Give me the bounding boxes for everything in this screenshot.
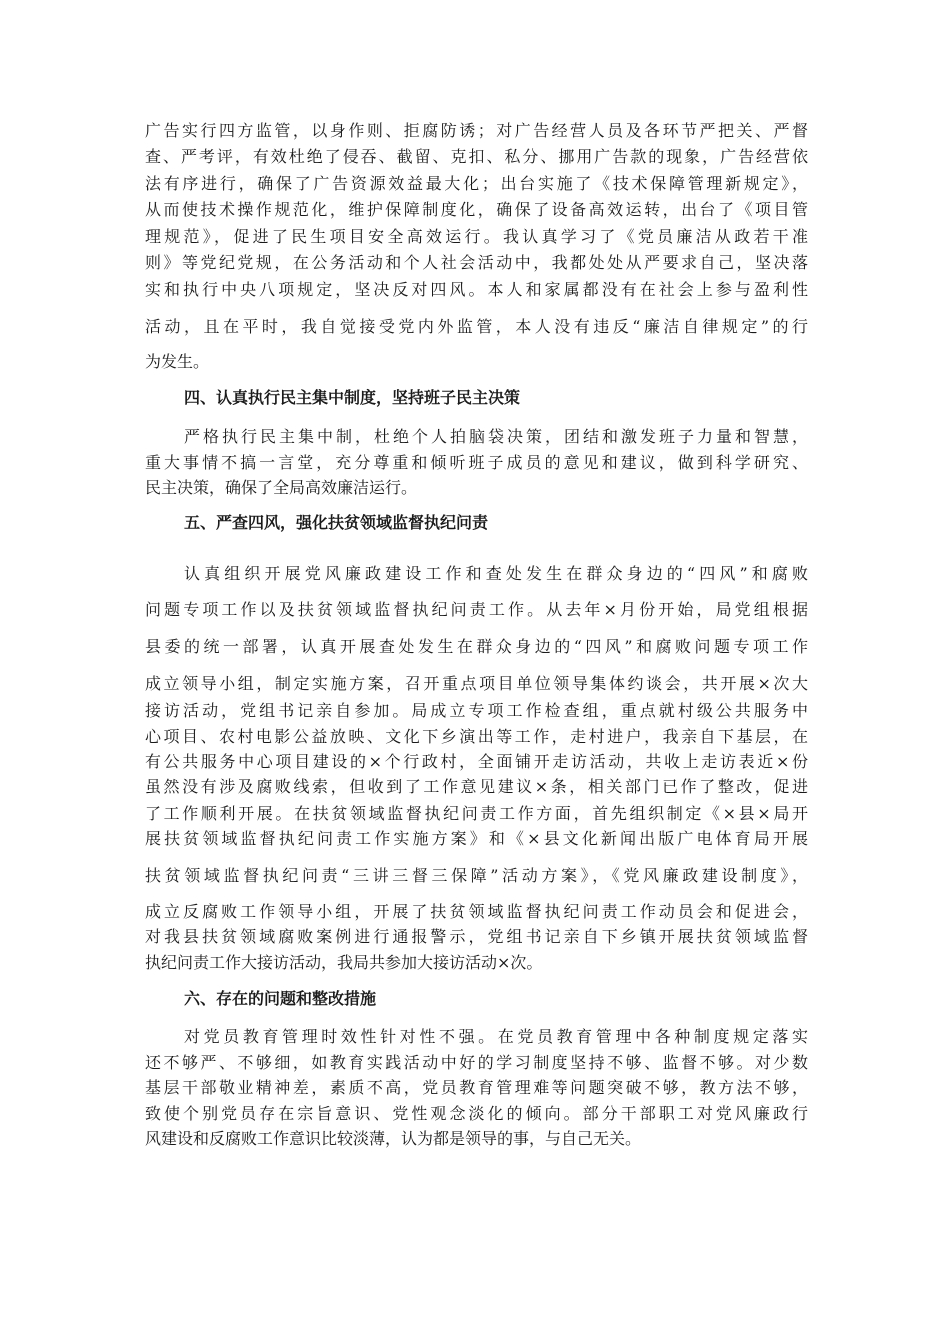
text-line: 重大事情不搞一言堂，充分尊重和倾听班子成员的意见和建议，做到科学研究、 (145, 453, 808, 472)
text-line: 风建设和反腐败工作意识比较淡薄，认为都是领导的事，与自己无关。 (145, 1129, 642, 1148)
text-line: 展扶贫领域监督执纪问责工作实施方案》和《×县文化新闻出版广电体育局开展 (145, 829, 808, 848)
text-line: 执纪问责工作大接访活动，我局共参加大接访活动×次。 (145, 953, 543, 972)
text-line: 扶贫领域监督执纪问责“三讲三督三保障”活动方案》，《党风廉政建设制度》， (145, 866, 808, 885)
text-line: 成立领导小组，制定实施方案，召开重点项目单位领导集体约谈会，共开展×次大 (145, 674, 808, 693)
text-line: 基层干部敬业精神差，素质不高，党员教育管理难等问题突破不够，教方法不够， (145, 1078, 808, 1097)
text-line: 接访活动，党组书记亲自参加。局成立专项工作检查组，重点就村级公共服务中 (145, 701, 808, 720)
text-line: 从而使技术操作规范化，维护保障制度化，确保了设备高效运转，出台了《项目管 (145, 200, 808, 219)
text-line: 虽然没有涉及腐败线索，但收到了工作意见建议×条，相关部门已作了整改，促进 (145, 777, 808, 796)
text-line: 致使个别党员存在宗旨意识、党性观念淡化的倾向。部分干部职工对党风廉政行 (145, 1104, 808, 1123)
text-line: 实和执行中央八项规定，坚决反对四风。本人和家属都没有在社会上参与盈利性 (145, 280, 808, 299)
text-line: 问题专项工作以及扶贫领域监督执纪问责工作。从去年×月份开始，局党组根据 (145, 600, 808, 619)
text-line: 民主决策，确保了全局高效廉洁运行。 (145, 478, 418, 497)
text-line: 则》等党纪党规，在公务活动和个人社会活动中，我都处处从严要求自己，坚决落 (145, 253, 808, 272)
section-heading: 六、存在的问题和整改措施 (184, 989, 377, 1008)
text-line: 严格执行民主集中制，杜绝个人拍脑袋决策，团结和激发班子力量和智慧， (184, 427, 808, 446)
text-line: 还不够严、不够细，如教育实践活动中好的学习制度坚持不够、监督不够。对少数 (145, 1053, 808, 1072)
text-line: 认真组织开展党风廉政建设工作和查处发生在群众身边的“四风”和腐败 (184, 564, 808, 583)
text-line: 成立反腐败工作领导小组，开展了扶贫领域监督执纪问责工作动员会和促进会， (145, 902, 808, 921)
section-heading: 五、严查四风，强化扶贫领域监督执纪问责 (184, 513, 489, 532)
text-line: 理规范》，促进了民生项目安全高效运行。我认真学习了《党员廉洁从政若干准 (145, 227, 808, 246)
text-line: 活动，且在平时，我自觉接受党内外监管，本人没有违反“廉洁自律规定”的行 (145, 317, 808, 336)
text-line: 对党员教育管理时效性针对性不强。在党员教育管理中各种制度规定落实 (184, 1027, 808, 1046)
text-line: 县委的统一部署，认真开展查处发生在群众身边的“四风”和腐败问题专项工作 (145, 637, 808, 656)
text-line: 了工作顺利开展。在扶贫领域监督执纪问责工作方面，首先组织制定《×县×局开 (145, 804, 808, 823)
text-line: 有公共服务中心项目建设的×个行政村，全面铺开走访活动，共收上走访表近×份 (145, 752, 808, 771)
text-line: 查、严考评，有效杜绝了侵吞、截留、克扣、私分、挪用广告款的现象，广告经营依 (145, 147, 808, 166)
text-line: 广告实行四方监管，以身作则、拒腐防诱；对广告经营人员及各环节严把关、严督 (145, 121, 808, 140)
text-line: 对我县扶贫领域腐败案例进行通报警示，党组书记亲自下乡镇开展扶贫领域监督 (145, 927, 808, 946)
text-line: 为发生。 (145, 352, 210, 371)
text-line: 法有序进行，确保了广告资源效益最大化；出台实施了《技术保障管理新规定》， (145, 174, 808, 193)
text-line: 心项目、农村电影公益放映、文化下乡演出等工作，走村进户，我亲自下基层，在 (145, 727, 808, 746)
section-heading: 四、认真执行民主集中制度，坚持班子民主决策 (184, 388, 521, 407)
